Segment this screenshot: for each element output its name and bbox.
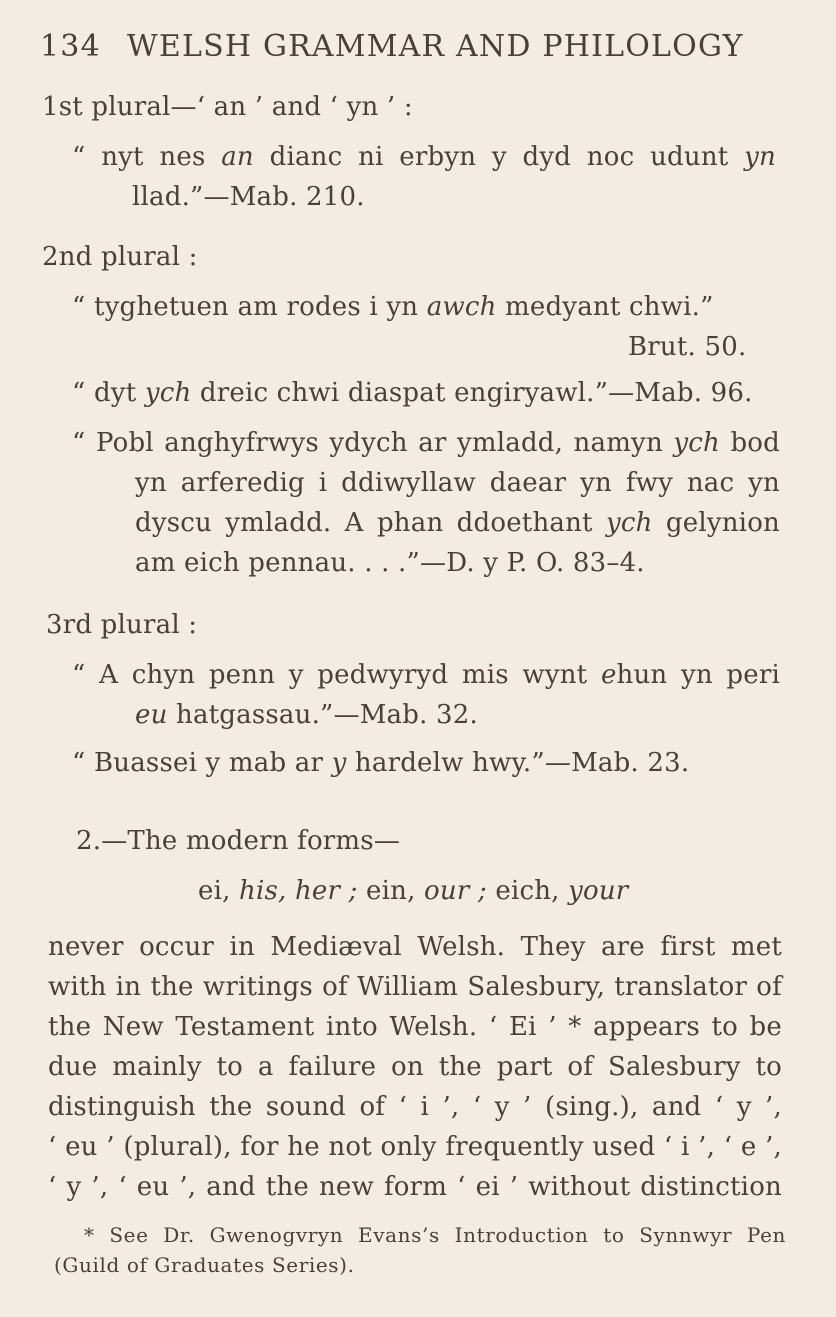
quote-line: yn arferedig i ddiwyllaw daear yn fwy nac yn (135, 468, 780, 498)
quote-line: “ Pobl anghyfrwys ydych ar ymladd, namyn ych bod (72, 428, 780, 458)
quote-line: dyscu ymladd. A phan ddoethant ych gelynion (135, 508, 780, 538)
quote-line: “ nyt nes an dianc ni erbyn y dyd noc udunt yn (72, 142, 776, 172)
heading-third-plural: 3rd plural : (46, 610, 198, 640)
quote-line: “ tyghetuen am rodes i yn awch medyant chwi.” (72, 292, 714, 322)
paragraph-line: due mainly to a failure on the part of Salesbury to (48, 1052, 782, 1082)
paragraph-line: ‘ eu ’ (plural), for he not only frequently used ‘ i ’, ‘ e ’, (48, 1132, 782, 1162)
paragraph-line: distinguish the sound of ‘ i ’, ‘ y ’ (sing.), and ‘ y ’, (48, 1092, 782, 1122)
footnote-line: * See Dr. Gwenogvryn Evans’s Introduction to Synnwyr Pen (84, 1223, 786, 1247)
heading-second-plural: 2nd plural : (42, 242, 198, 272)
paragraph-line: the New Testament into Welsh. ‘ Ei ’ * appears to be (48, 1012, 782, 1042)
quote-line: “ Buassei y mab ar y hardelw hwy.”—Mab. 23. (72, 748, 690, 778)
quote-line: am eich pennau. . . .”—D. y P. O. 83–4. (135, 548, 645, 578)
page-number: 134 (40, 29, 101, 64)
paragraph-line: with in the writings of William Salesbury, translator of (48, 972, 782, 1002)
heading-modern-forms: 2.—The modern forms— (76, 826, 401, 856)
footnote-line: (Guild of Graduates Series). (54, 1253, 355, 1277)
heading-first-plural: 1st plural—‘ an ’ and ‘ yn ’ : (42, 92, 413, 122)
running-header (40, 30, 760, 64)
quote-line: eu hatgassau.”—Mab. 32. (135, 700, 478, 730)
paragraph-line: ‘ y ’, ‘ eu ’, and the new form ‘ ei ’ without distinction (48, 1172, 782, 1202)
modern-forms-list: ei, his, her ; ein, our ; eich, your (198, 876, 629, 906)
quote-line: llad.”—Mab. 210. (132, 182, 365, 212)
running-title: WELSH GRAMMAR AND PHILOLOGY (126, 29, 744, 64)
quote-line: “ dyt ych dreic chwi diaspat engiryawl.”—Mab. 96. (72, 378, 753, 408)
paragraph-line: never occur in Mediæval Welsh. They are first met (48, 932, 782, 962)
quote-line: “ A chyn penn y pedwyryd mis wynt ehun yn peri (72, 660, 780, 690)
quote-source: Brut. 50. (628, 332, 747, 362)
